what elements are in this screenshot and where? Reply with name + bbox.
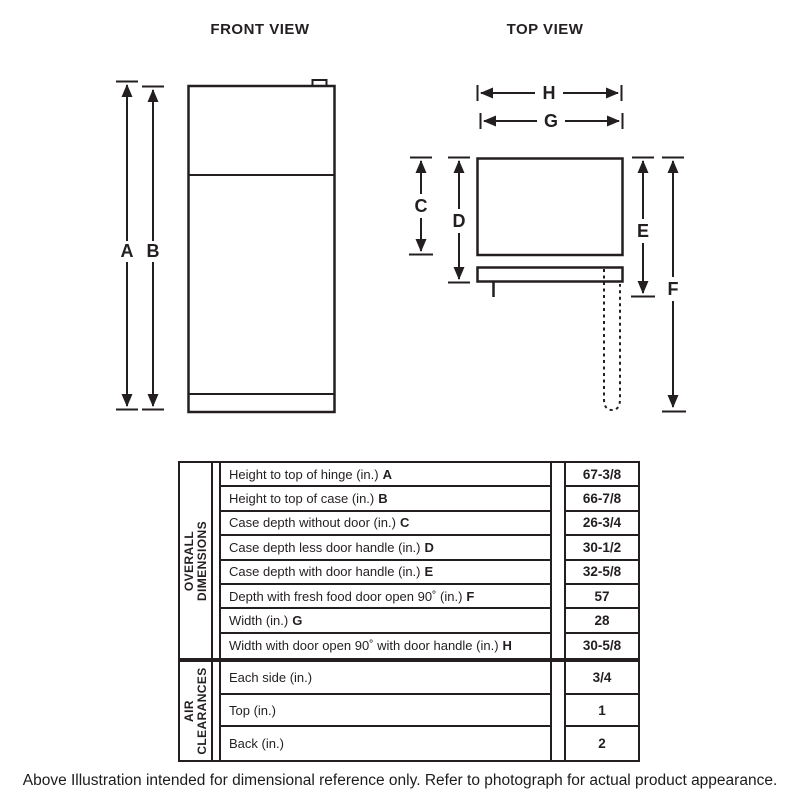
dimensions-table — [178, 461, 640, 762]
row-label: Each side (in.) — [229, 669, 313, 685]
dimension-f — [662, 158, 686, 412]
table-row — [219, 512, 638, 536]
row-label: Width with door open 90˚ with door handle (in.) — [229, 638, 499, 654]
row-label: Case depth without door (in.) — [229, 515, 396, 531]
row-dim-key: A — [382, 466, 392, 482]
row-dim-key: F — [466, 588, 475, 604]
dimension-a — [116, 82, 138, 410]
table-row — [219, 695, 638, 728]
table-row — [219, 487, 638, 511]
table-row — [219, 609, 638, 633]
row-dim-key: B — [378, 491, 388, 507]
dimension-c — [409, 158, 433, 255]
table-row — [219, 727, 638, 760]
row-value: 30-5/8 — [564, 634, 638, 658]
row-value: 32-5/8 — [564, 561, 638, 585]
air-clearances-label: AIR CLEARANCES — [181, 667, 209, 755]
front-view-drawing — [116, 80, 335, 412]
dimension-h — [478, 83, 622, 103]
top-view-drawing — [409, 83, 686, 412]
overall-dimensions-section — [180, 463, 638, 658]
dimension-d — [448, 158, 470, 283]
row-label: Case depth with door handle (in.) — [229, 564, 421, 580]
row-value: 28 — [564, 609, 638, 633]
table-row — [219, 536, 638, 560]
row-dim-key: C — [399, 515, 410, 531]
air-clearances-section — [180, 658, 638, 760]
row-value: 26-3/4 — [564, 512, 638, 536]
row-label: Width (in.) — [229, 612, 289, 628]
row-label: Height to top of case (in.) — [229, 491, 375, 507]
row-value: 3/4 — [564, 662, 638, 695]
door-swing-dashed-path — [604, 269, 620, 410]
dimension-b — [142, 87, 164, 410]
case-top-outline — [478, 159, 623, 256]
row-dim-key: G — [292, 612, 303, 628]
footer-disclaimer: Above Illustration intended for dimensional reference only. Refer to photograph for actual product appearance. — [22, 772, 778, 789]
row-label: Case depth less door handle (in.) — [229, 539, 421, 555]
dimension-g — [481, 111, 623, 131]
row-label: Height to top of hinge (in.) — [229, 466, 379, 482]
table-row — [219, 561, 638, 585]
row-label: Depth with fresh food door open 90˚ (in.) — [229, 588, 463, 604]
row-value: 57 — [564, 585, 638, 609]
overall-dimensions-label: OVERALL DIMENSIONS — [181, 520, 209, 601]
table-row — [219, 585, 638, 609]
dimension-g-label: G — [543, 111, 559, 131]
dimension-a-label: A — [120, 241, 134, 261]
fridge-body-outline — [189, 86, 335, 412]
row-value: 1 — [564, 695, 638, 728]
top-view-title: TOP VIEW — [506, 21, 584, 38]
row-value: 2 — [564, 727, 638, 760]
table-row — [219, 634, 638, 658]
row-value: 30-1/2 — [564, 536, 638, 560]
dimension-f-label: F — [667, 279, 679, 299]
row-dim-key: E — [424, 564, 434, 580]
row-value: 67-3/8 — [564, 463, 638, 487]
row-label: Back (in.) — [229, 736, 284, 752]
dimension-d-label: D — [452, 211, 466, 231]
row-value: 66-7/8 — [564, 487, 638, 511]
table-row — [219, 463, 638, 487]
hinge-tab — [313, 80, 327, 86]
dimension-e-label: E — [636, 221, 650, 241]
row-dim-key: H — [502, 638, 512, 654]
air-clearances-header-cell — [180, 662, 213, 760]
dimension-b-label: B — [146, 241, 160, 261]
dimension-e — [631, 158, 655, 297]
front-view-title: FRONT VIEW — [210, 21, 310, 38]
dimension-h-label: H — [542, 83, 556, 103]
row-label: Top (in.) — [229, 702, 276, 718]
row-dim-key: D — [424, 539, 434, 555]
dimension-c-label: C — [414, 196, 428, 216]
table-row — [219, 662, 638, 695]
door-top-outline — [478, 268, 623, 282]
overall-dimensions-header-cell — [180, 463, 213, 658]
